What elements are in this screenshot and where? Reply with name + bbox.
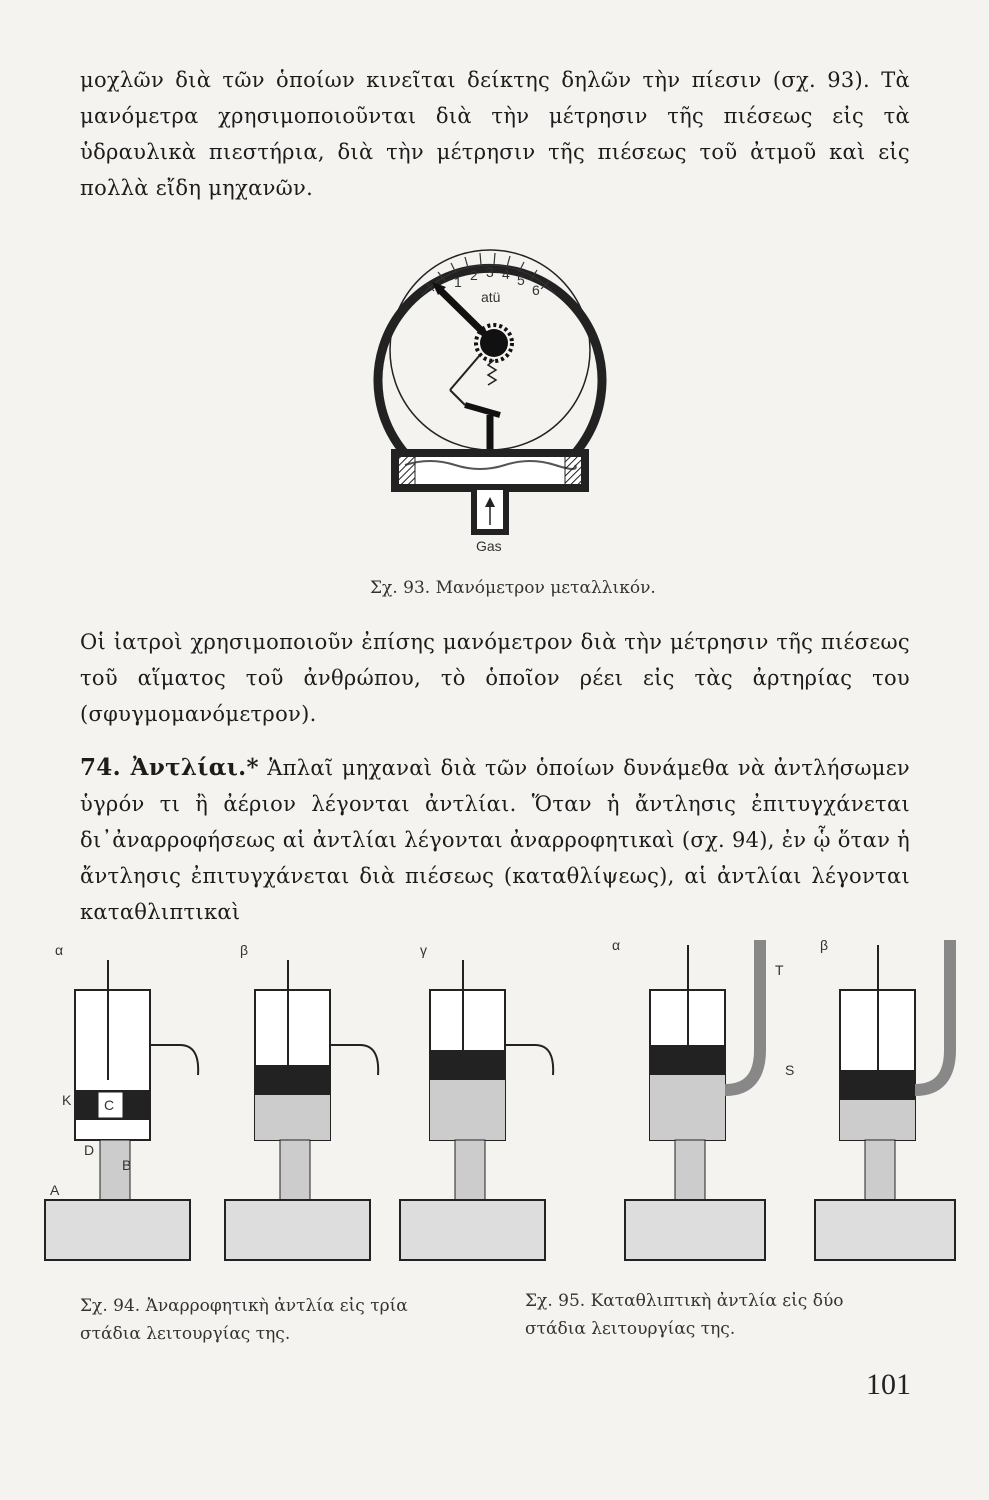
unit-label: atü: [481, 289, 501, 305]
figure-95-caption: [525, 1287, 925, 1343]
stage-label-b: β: [240, 942, 249, 958]
page-number: 101: [866, 1368, 911, 1401]
scale-number-2: 2: [470, 267, 478, 283]
part-label-a: A: [50, 1182, 60, 1198]
force-pump-stage-b: [815, 937, 955, 1260]
gear-icon: [480, 329, 508, 357]
force-pump-stage-a: [612, 937, 794, 1260]
pump-stage-c: [400, 942, 553, 1260]
section-heading-pumps: 74. Ἀντλίαι.*: [80, 754, 259, 781]
figure-93-manometer: [370, 225, 610, 570]
part-label-k: K: [62, 1092, 72, 1108]
pumps-text: Ἁπλαῖ μηχαναὶ διὰ τῶν ὁποίων δυνάμεθα νὰ ἀντλήσωμεν ὑγρόν τι ἢ ἀέριον λέγονται ἀντλίαι. Ὅταν ἡ ἄντλησις ἐπιτυγχάνεται δι᾽ἀναρροφήσεως αἱ ἀντλίαι λέγονται ἀναρροφητικαὶ (σχ. 94), ἐν ᾧ ὅταν ἡ ἄντλησις ἐπιτυγχάνεται διὰ πιέσεως (καταθλίψεως), αἱ ἀντλίαι λέγονται καταθλιπτικαὶ: [80, 756, 911, 924]
figure-94-caption-line1: Σχ. 94. Ἀναρροφητικὴ ἀντλία εἰς τρία: [80, 1296, 408, 1316]
figure-94-suction-pump: [40, 940, 570, 1270]
paragraph-pumps: [80, 750, 910, 930]
figure-93-caption: Σχ. 93. Μανόμετρον μεταλλικόν.: [370, 578, 656, 598]
scale-number-3: 3: [486, 264, 494, 280]
figure-94-caption-line2: στάδια λειτουργίας της.: [80, 1324, 291, 1344]
scale-number-4: 4: [502, 266, 510, 282]
stage-label-a: α: [55, 942, 64, 958]
part-label-d: D: [84, 1142, 95, 1158]
scale-number-5: 5: [517, 272, 525, 288]
scale-number-6: 6: [532, 282, 540, 298]
part-label-t: T: [775, 962, 784, 978]
stage-label-b-95: β: [820, 937, 829, 953]
scale-number-1: 1: [454, 274, 462, 290]
figure-95-caption-line1: Σχ. 95. Καταθλιπτικὴ ἀντλία εἰς δύο: [525, 1291, 844, 1311]
part-label-c: C: [104, 1097, 115, 1113]
part-label-s: S: [785, 1062, 795, 1078]
figure-95-caption-line2: στάδια λειτουργίας της.: [525, 1319, 736, 1339]
figure-94-caption: [80, 1292, 500, 1348]
stage-label-c: γ: [420, 942, 427, 958]
figure-95-force-pump: [600, 930, 980, 1270]
paragraph-sphygmomanometer: Οἱ ἰατροὶ χρησιμοποιοῦν ἐπίσης μανόμετρον διὰ τὴν μέτρησιν τῆς πιέσεως τοῦ αἵματος τοῦ ἀνθρώπου, τὸ ὁποῖον ρέει εἰς τὰς ἀρτηρίας του (σφυγμομανόμετρον).: [80, 630, 910, 726]
gas-label: Gas: [476, 538, 502, 554]
pump-stage-b: [225, 942, 378, 1260]
pump-stage-a: [45, 942, 198, 1260]
paragraph-manometer-uses: μοχλῶν διὰ τῶν ὁποίων κινεῖται δείκτης δηλῶν τὴν πίεσιν (σχ. 93). Τὰ μανόμετρα χρησιμοποιοῦνται διὰ τὴν μέτρησιν τῆς πιέσεως εἰς τὰ ὑδραυλικὰ πιεστήρια, διὰ τὴν μέτρησιν τῆς πιέσεως τοῦ ἀτμοῦ καὶ εἰς πολλὰ εἴδη μηχανῶν.: [80, 68, 910, 200]
part-label-b: B: [122, 1157, 132, 1173]
stage-label-a-95: α: [612, 937, 621, 953]
